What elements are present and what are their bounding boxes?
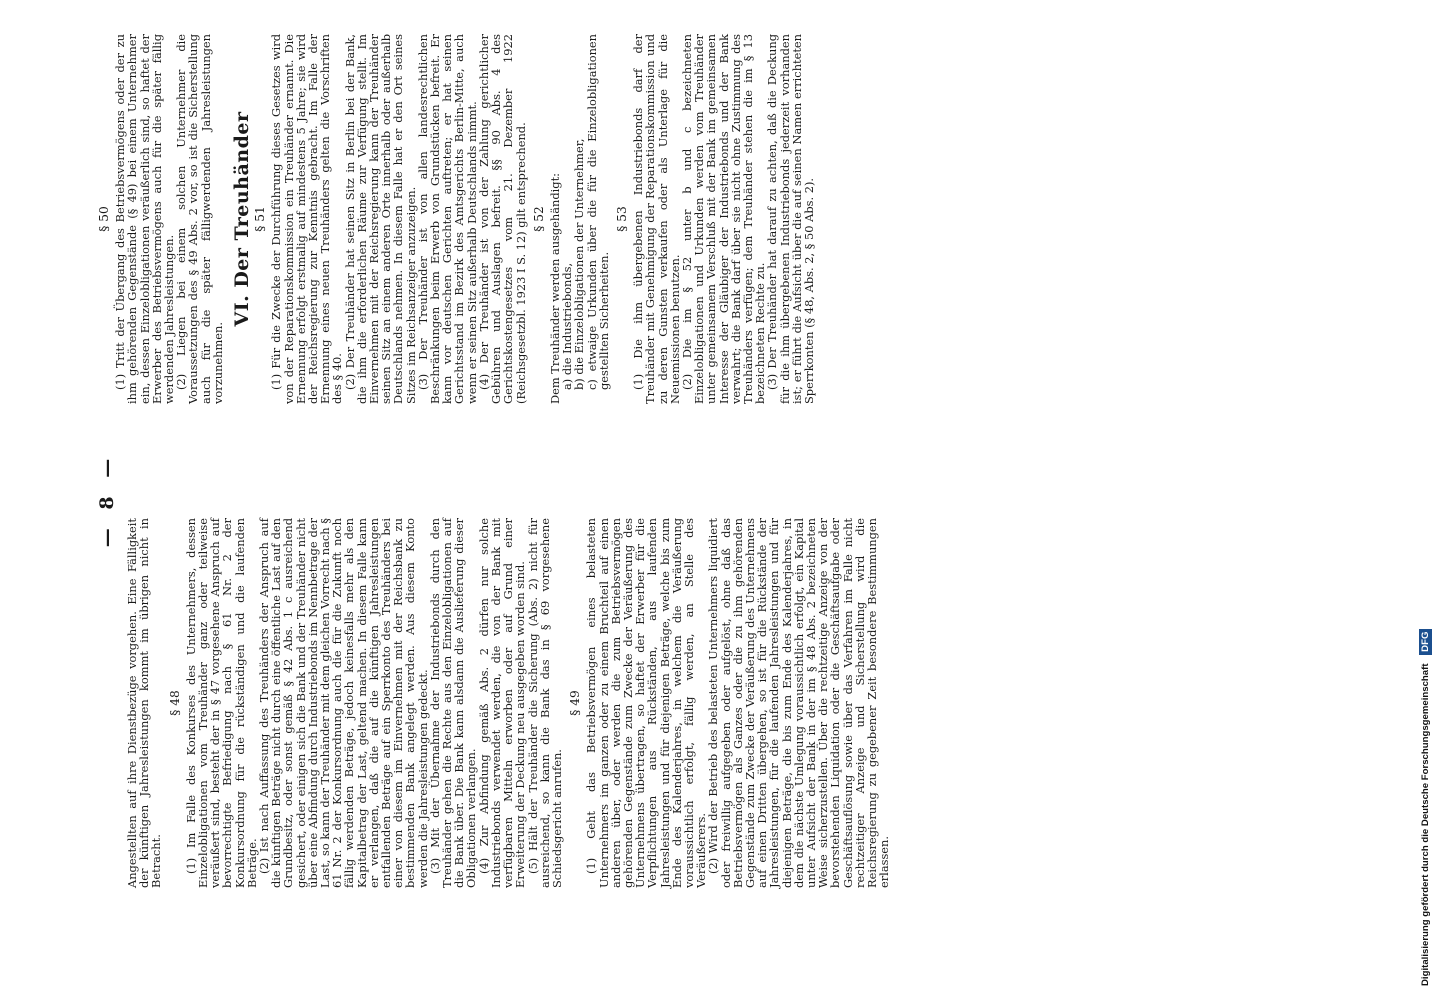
section-heading-50: § 50 [97,206,111,232]
list-52 [561,34,610,404]
section-heading-53: § 53 [614,206,629,232]
paragraph-51-3: (3) Der Treuhänder ist von allen landesrechtlichen Beschränkungen beim Erwerb von Grundstücken befreit. Er kann vor deutschen Gerichten auftreten; er hat seinen Gerichtsstand im Bezirk des Amtsgerichts Berlin-Mitte, auch wenn er seinen Sitz außerhalb Deutschlands nimmt. [415,34,479,404]
section-heading-52: § 52 [531,206,546,232]
carryover-paragraph: Angestellten auf ihre Dienstbezüge vorgehen. Eine Fälligkeit der künftigen Jahresleistungen kommt im übrigen nicht in Betracht. [125,518,164,888]
paragraph-50-1: (1) Tritt der Übergang des Betriebsvermögens oder der zu ihm gehörenden Gegenstände (§ 49) bei einem Unternehmer ein, dessen Einzelobligationen veräußerlich sind, so haftet der Erwerber des Betriebsvermögens auch für die später fällig werdenden Jahresleistungen. [113,34,177,404]
paragraph-50-2: (2) Liegen bei einem solchen Unternehmer die Voraussetzungen des § 49 Abs. 2 vor, so ist die Sicherstellung auch für die später fälligwerdenden Jahresleistungen vorzunehmen. [174,34,225,404]
paragraph-48-5: (5) Hält der Treuhänder die Sicherung (Abs. 2) nicht für ausreichend, so kann die Bank das in § 69 vorgesehene Schiedsgericht anrufen. [525,518,564,888]
paragraph-48-2: (2) Ist nach Auffassung des Treuhänders der Anspruch auf die künftigen Beträge nicht durch eine öffentliche Last auf den Grundbesitz, oder sonst gemäß § 42 Abs. 1 c ausreichend gesichert, oder einigen sich die Bank und der Treuhänder nicht über eine Abfindung durch Industriebonds im Nennbetrage der Last, so kann der Treuhänder mit dem gleichen Vorrecht nach § 61 Nr. 2 der Konkursordnung auch die für die Zukunft noch fällig werdenden Beträge, jedoch keinesfalls mehr als den Kapitalbetrag der Last, geltend machen. In diesem Falle kann er verlangen, daß die auf die künftigen Jahresleistungen entfallenden Beträge auf ein Sperrkonto des Treuhänders bei einer von diesem im Einvernehmen mit der Reichsbank zu bestimmenden Bank angelegt werden. Aus diesem Konto werden die Jahresleistungen gedeckt. [257,518,430,888]
page-number: — 8 — [96,452,118,548]
paragraph-53-2: (2) Die im § 52 unter b und c bezeichneten Einzelobligationen und Urkunden werden vom Treuhänder unter gemeinsamem Verschluß mit der Bank im gemeinsamen Interesse der Gläubiger der Industriebonds und der Bank verwahrt; die Bank darf über sie nicht ohne Zustimmung des Treuhänders verfügen; dem Treuhänder stehen die im § 13 bezeichneten Rechte zu. [679,34,768,404]
paragraph-49-1: (1) Geht das Betriebsvermögen eines belasteten Unternehmers im ganzen oder zu einem Bruchteil auf einen anderen über, oder werden die zum Betriebsvermögen gehörenden Gegenstände zum Zwecke der Veräußerung des Unternehmens übertragen, so haftet der Erwerber für die Verpflichtungen aus Rückständen, aus laufenden Jahresleistungen und für diejenigen Beträge, welche bis zum Ende des Kalenderjahres, in welchem die Veräußerung voraussichtlich erfolgt, fällig werden, an Stelle des Veräußerers. [584,518,709,888]
credit-text: Digitalisierung gefördert durch die Deutsche Forschungsgemeinschaft [1420,663,1431,986]
chapter-heading: VI. Der Treuhänder [231,111,254,327]
dfg-logo: DFG [1419,629,1432,655]
section-heading-51: § 51 [253,206,268,232]
paragraph-49-2: (2) Wird der Betrieb des belasteten Unternehmers liquidiert oder freiwillig aufgegeben oder aufgelöst, ohne daß das Betriebsvermögen als Ganzes oder die zu ihm gehörenden Gegenstände zum Zwecke der Veräußerung des Unternehmens auf einen Dritten übergehen, so ist für die Rückstände der Jahresleistungen, für die laufenden Jahresleistungen und für diejenigen Beträge, die bis zum Ende des Kalenderjahres, in dem die nächste Umlegung voraussichtlich erfolgt, ein Kapital unter Aufsicht der Bank in der im § 48 Abs. 2 bezeichneten Weise sicherzustellen. Über die rechtzeitige Anzeige von der bevorstehenden Liquidation oder die Geschäftsaufgabe oder Geschäftsauflösung sowie über das Verfahren im Falle nicht rechtzeitiger Anzeige und Sicherstellung wird die Reichsregierung zu gegebener Zeit besondere Bestimmungen erlassen. [706,518,892,888]
left-column [126,518,890,888]
right-column [92,34,815,404]
paragraph-53-1: (1) Die ihm übergebenen Industriebonds darf der Treuhänder mit Genehmigung der Reparationskommission und zu deren Gunsten verkaufen oder als Unterlage für die Neuemissionen benutzen. [631,34,682,404]
paragraph-51-1: (1) Für die Zwecke der Durchführung dieses Gesetzes wird von der Reparationskommission ein Treuhänder ernannt. Die Ernennung erfolgt erstmalig auf mindestens 5 Jahre; sie wird der Reichsregierung zur Kenntnis gebracht. Im Falle der Ernennung eines neuen Treuhänders gelten die Vorschriften des § 40. [269,34,345,404]
list-item: b) die Einzelobligationen der Unternehmer, [572,138,587,390]
section-heading-49: § 49 [568,690,583,716]
paragraph-48-3: (3) Mit der Übernahme der Industriebonds durch den Treuhänder gehen die Rechte aus den Einzelobligationen auf die Bank über. Die Bank kann alsdann die Auslieferung dieser Obligationen verlangen. [427,518,479,888]
paragraph-53-3: (3) Der Treuhänder hat darauf zu achten, daß die Deckung für die ihm übergebenen Industriebonds jederzeit vorhanden ist; er führt die Aufsicht über die auf seinen Namen errichteten Sperrkonten (§ 48, Abs. 2, § 50 Abs. 2). [765,34,816,404]
paragraph-51-4: (4) Der Treuhänder ist von der Zahlung gerichtlicher Gebühren und Auslagen befreit. §§ 90 Abs. 4 des Gerichtskostengesetzes vom 21. Dezember 1922 (Reichsgesetzbl. 1923 I S. 12) gilt entsprechend. [476,34,528,404]
paragraph-48-4: (4) Zur Abfindung gemäß Abs. 2 dürfen nur solche Industriebonds verwendet werden, die von der Bank mit verfügbaren Mitteln erworben oder auf Grund einer Erweiterung der Deckung neu ausgegeben worden sind. [476,518,528,888]
list-item: c) etwaige Urkunden über die für die Einzelobligationen gestellten Sicherheiten. [584,34,611,390]
paragraph-51-2: (2) Der Treuhänder hat seinen Sitz in Berlin bei der Bank, die ihm die erforderlichen Räume zur Verfügung stellt. Im Einvernehmen mit der Reichsregierung kann der Treuhänder seinen Sitz an einem anderen Orte innerhalb oder außerhalb Deutschlands nehmen. In diesem Falle hat er den Ort seines Sitzes im Reichsanzeiger anzuzeigen. [342,34,418,404]
list-item: a) die Industriebonds, [560,262,575,390]
paragraph-52-intro: Dem Treuhänder werden ausgehändigt: [547,172,562,404]
paragraph-48-1: (1) Im Falle des Konkurses des Unternehmers, dessen Einzelobligationen vom Treuhänder ganz oder teilweise veräußert sind, besteht der in § 47 vorgesehene Anspruch auf bevorrechtigte Befriedigung nach § 61 Nr. 2 der Konkursordnung für die rückständigen und die laufenden Beträge. [183,518,259,888]
digitization-credit [1418,6,1434,986]
section-heading-48: § 48 [167,690,182,716]
